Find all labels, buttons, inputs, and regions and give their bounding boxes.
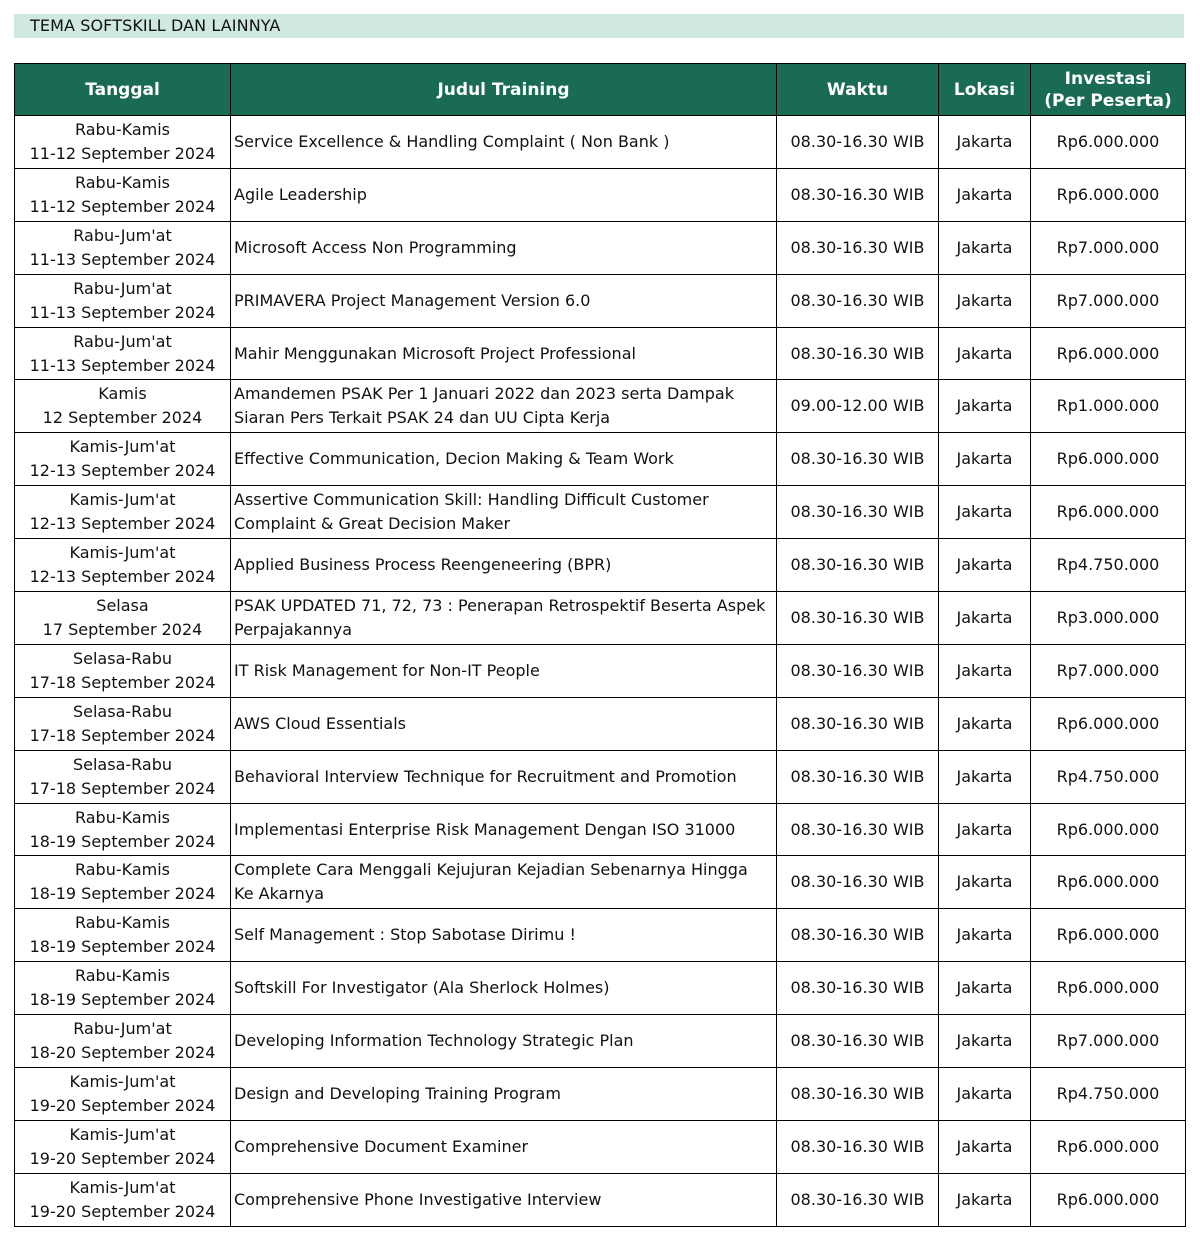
training-title-cell: AWS Cloud Essentials <box>231 697 777 750</box>
price-cell: Rp6.000.000 <box>1031 433 1186 486</box>
time-cell: 08.30-16.30 WIB <box>777 486 939 539</box>
date-cell <box>15 909 231 962</box>
table-row <box>15 539 1186 592</box>
column-header-price-line2: (Per Peserta) <box>1044 90 1172 111</box>
price-cell: Rp7.000.000 <box>1031 274 1186 327</box>
date-day: Rabu-Kamis <box>74 172 171 192</box>
table-row <box>15 486 1186 539</box>
time-cell: 08.30-16.30 WIB <box>777 909 939 962</box>
time-cell: 08.30-16.30 WIB <box>777 1068 939 1121</box>
training-title-cell: Assertive Communication Skill: Handling Difficult Customer Complaint & Great Decision Maker <box>231 486 777 539</box>
training-title-cell: Complete Cara Menggali Kejujuran Kejadian Sebenarnya Hingga Ke Akarnya <box>231 856 777 909</box>
date-cell <box>15 116 231 169</box>
training-title-cell: Agile Leadership <box>231 168 777 221</box>
training-title-cell: Comprehensive Document Examiner <box>231 1120 777 1173</box>
date-range: 18-19 September 2024 <box>29 884 216 904</box>
training-title-cell: Applied Business Process Reengeneering (BPR) <box>231 539 777 592</box>
date-cell <box>15 433 231 486</box>
date-range: 17-18 September 2024 <box>29 672 216 692</box>
location-cell: Jakarta <box>939 909 1031 962</box>
date-cell <box>15 962 231 1015</box>
time-cell: 08.30-16.30 WIB <box>777 1015 939 1068</box>
time-cell: 08.30-16.30 WIB <box>777 962 939 1015</box>
location-cell: Jakarta <box>939 168 1031 221</box>
date-cell <box>15 697 231 750</box>
price-cell: Rp6.000.000 <box>1031 962 1186 1015</box>
location-cell: Jakarta <box>939 380 1031 433</box>
time-cell: 08.30-16.30 WIB <box>777 327 939 380</box>
time-cell: 09.00-12.00 WIB <box>777 380 939 433</box>
date-range: 17 September 2024 <box>42 619 203 639</box>
location-cell: Jakarta <box>939 1068 1031 1121</box>
time-cell: 08.30-16.30 WIB <box>777 116 939 169</box>
date-cell <box>15 1068 231 1121</box>
price-cell: Rp6.000.000 <box>1031 116 1186 169</box>
table-row <box>15 856 1186 909</box>
training-title-cell: PRIMAVERA Project Management Version 6.0 <box>231 274 777 327</box>
time-cell: 08.30-16.30 WIB <box>777 539 939 592</box>
price-cell: Rp4.750.000 <box>1031 750 1186 803</box>
price-cell: Rp7.000.000 <box>1031 644 1186 697</box>
time-cell: 08.30-16.30 WIB <box>777 750 939 803</box>
location-cell: Jakarta <box>939 1173 1031 1226</box>
date-range: 11-13 September 2024 <box>29 249 216 269</box>
training-title-cell: Softskill For Investigator (Ala Sherlock Holmes) <box>231 962 777 1015</box>
date-range: 11-12 September 2024 <box>29 143 216 163</box>
date-range: 18-20 September 2024 <box>29 1043 216 1063</box>
training-title-cell: Amandemen PSAK Per 1 Januari 2022 dan 2023 serta Dampak Siaran Pers Terkait PSAK 24 dan UU Cipta Kerja <box>231 380 777 433</box>
table-header-row <box>15 64 1186 116</box>
date-day: Selasa-Rabu <box>72 701 173 721</box>
training-title-cell: Self Management : Stop Sabotase Dirimu ! <box>231 909 777 962</box>
training-title-cell: Developing Information Technology Strategic Plan <box>231 1015 777 1068</box>
date-day: Kamis-Jum'at <box>69 437 176 457</box>
date-day: Selasa-Rabu <box>72 754 173 774</box>
date-range: 12-13 September 2024 <box>29 461 216 481</box>
column-header-price <box>1031 64 1186 116</box>
table-row <box>15 168 1186 221</box>
column-header-time: Waktu <box>777 64 939 116</box>
date-cell <box>15 327 231 380</box>
location-cell: Jakarta <box>939 221 1031 274</box>
date-day: Kamis-Jum'at <box>69 490 176 510</box>
date-cell <box>15 221 231 274</box>
location-cell: Jakarta <box>939 274 1031 327</box>
date-range: 12-13 September 2024 <box>29 514 216 534</box>
date-day: Rabu-Kamis <box>74 966 171 986</box>
location-cell: Jakarta <box>939 1015 1031 1068</box>
date-range: 11-13 September 2024 <box>29 355 216 375</box>
table-row <box>15 1120 1186 1173</box>
training-title-cell: Implementasi Enterprise Risk Management Dengan ISO 31000 <box>231 803 777 856</box>
time-cell: 08.30-16.30 WIB <box>777 856 939 909</box>
training-title-cell: Effective Communication, Decion Making & Team Work <box>231 433 777 486</box>
location-cell: Jakarta <box>939 750 1031 803</box>
date-day: Rabu-Kamis <box>74 913 171 933</box>
date-cell <box>15 1120 231 1173</box>
time-cell: 08.30-16.30 WIB <box>777 592 939 645</box>
training-title-cell: Service Excellence & Handling Complaint ( Non Bank ) <box>231 116 777 169</box>
date-day: Rabu-Jum'at <box>73 278 172 298</box>
location-cell: Jakarta <box>939 697 1031 750</box>
time-cell: 08.30-16.30 WIB <box>777 803 939 856</box>
training-title-cell: PSAK UPDATED 71, 72, 73 : Penerapan Retrospektif Beserta Aspek Perpajakannya <box>231 592 777 645</box>
date-day: Selasa-Rabu <box>72 648 173 668</box>
time-cell: 08.30-16.30 WIB <box>777 1173 939 1226</box>
price-cell: Rp6.000.000 <box>1031 1120 1186 1173</box>
date-range: 19-20 September 2024 <box>29 1148 216 1168</box>
date-day: Kamis-Jum'at <box>69 1124 176 1144</box>
table-row <box>15 1015 1186 1068</box>
table-row <box>15 644 1186 697</box>
price-cell: Rp4.750.000 <box>1031 539 1186 592</box>
price-cell: Rp6.000.000 <box>1031 909 1186 962</box>
column-header-price-line1: Investasi <box>1064 68 1152 89</box>
date-day: Rabu-Kamis <box>74 860 171 880</box>
time-cell: 08.30-16.30 WIB <box>777 221 939 274</box>
date-cell <box>15 1015 231 1068</box>
table-row <box>15 274 1186 327</box>
training-title-cell: Comprehensive Phone Investigative Interview <box>231 1173 777 1226</box>
date-cell <box>15 803 231 856</box>
date-range: 19-20 September 2024 <box>29 1095 216 1115</box>
date-range: 17-18 September 2024 <box>29 778 216 798</box>
table-row <box>15 116 1186 169</box>
price-cell: Rp6.000.000 <box>1031 168 1186 221</box>
training-title-cell: Mahir Menggunakan Microsoft Project Professional <box>231 327 777 380</box>
price-cell: Rp6.000.000 <box>1031 697 1186 750</box>
training-title-cell: Design and Developing Training Program <box>231 1068 777 1121</box>
date-cell <box>15 274 231 327</box>
date-day: Rabu-Kamis <box>74 119 171 139</box>
date-range: 18-19 September 2024 <box>29 937 216 957</box>
date-cell <box>15 644 231 697</box>
table-row <box>15 327 1186 380</box>
location-cell: Jakarta <box>939 539 1031 592</box>
date-cell <box>15 856 231 909</box>
price-cell: Rp6.000.000 <box>1031 486 1186 539</box>
location-cell: Jakarta <box>939 803 1031 856</box>
date-cell <box>15 168 231 221</box>
date-cell <box>15 539 231 592</box>
table-row <box>15 221 1186 274</box>
date-range: 12-13 September 2024 <box>29 567 216 587</box>
date-range: 18-19 September 2024 <box>29 831 216 851</box>
date-range: 17-18 September 2024 <box>29 725 216 745</box>
date-day: Kamis <box>98 384 147 404</box>
date-range: 18-19 September 2024 <box>29 990 216 1010</box>
table-row <box>15 1068 1186 1121</box>
date-cell <box>15 1173 231 1226</box>
location-cell: Jakarta <box>939 1120 1031 1173</box>
date-day: Selasa <box>96 595 149 615</box>
training-title-cell: Behavioral Interview Technique for Recruitment and Promotion <box>231 750 777 803</box>
price-cell: Rp4.750.000 <box>1031 1068 1186 1121</box>
time-cell: 08.30-16.30 WIB <box>777 433 939 486</box>
location-cell: Jakarta <box>939 592 1031 645</box>
time-cell: 08.30-16.30 WIB <box>777 644 939 697</box>
date-day: Kamis-Jum'at <box>69 543 176 563</box>
price-cell: Rp3.000.000 <box>1031 592 1186 645</box>
price-cell: Rp6.000.000 <box>1031 856 1186 909</box>
location-cell: Jakarta <box>939 433 1031 486</box>
date-cell <box>15 592 231 645</box>
price-cell: Rp6.000.000 <box>1031 327 1186 380</box>
date-cell <box>15 380 231 433</box>
date-cell <box>15 486 231 539</box>
time-cell: 08.30-16.30 WIB <box>777 168 939 221</box>
price-cell: Rp7.000.000 <box>1031 1015 1186 1068</box>
section-title: TEMA SOFTSKILL DAN LAINNYA <box>14 14 1184 38</box>
training-schedule-table <box>14 63 1186 1227</box>
price-cell: Rp7.000.000 <box>1031 221 1186 274</box>
date-range: 11-13 September 2024 <box>29 302 216 322</box>
location-cell: Jakarta <box>939 962 1031 1015</box>
price-cell: Rp1.000.000 <box>1031 380 1186 433</box>
table-row <box>15 962 1186 1015</box>
location-cell: Jakarta <box>939 327 1031 380</box>
time-cell: 08.30-16.30 WIB <box>777 274 939 327</box>
date-range: 12 September 2024 <box>42 408 203 428</box>
training-title-cell: Microsoft Access Non Programming <box>231 221 777 274</box>
table-row <box>15 1173 1186 1226</box>
location-cell: Jakarta <box>939 486 1031 539</box>
column-header-date: Tanggal <box>15 64 231 116</box>
column-header-location: Lokasi <box>939 64 1031 116</box>
table-row <box>15 433 1186 486</box>
table-row <box>15 380 1186 433</box>
time-cell: 08.30-16.30 WIB <box>777 697 939 750</box>
training-title-cell: IT Risk Management for Non-IT People <box>231 644 777 697</box>
time-cell: 08.30-16.30 WIB <box>777 1120 939 1173</box>
table-row <box>15 909 1186 962</box>
location-cell: Jakarta <box>939 644 1031 697</box>
date-range: 19-20 September 2024 <box>29 1201 216 1221</box>
date-day: Rabu-Jum'at <box>73 1019 172 1039</box>
date-range: 11-12 September 2024 <box>29 196 216 216</box>
location-cell: Jakarta <box>939 116 1031 169</box>
date-day: Rabu-Jum'at <box>73 331 172 351</box>
date-day: Kamis-Jum'at <box>69 1071 176 1091</box>
price-cell: Rp6.000.000 <box>1031 803 1186 856</box>
price-cell: Rp6.000.000 <box>1031 1173 1186 1226</box>
table-row <box>15 592 1186 645</box>
date-day: Rabu-Kamis <box>74 807 171 827</box>
date-day: Kamis-Jum'at <box>69 1177 176 1197</box>
date-day: Rabu-Jum'at <box>73 225 172 245</box>
table-row <box>15 803 1186 856</box>
column-header-title: Judul Training <box>231 64 777 116</box>
table-row <box>15 750 1186 803</box>
table-row <box>15 697 1186 750</box>
date-cell <box>15 750 231 803</box>
location-cell: Jakarta <box>939 856 1031 909</box>
